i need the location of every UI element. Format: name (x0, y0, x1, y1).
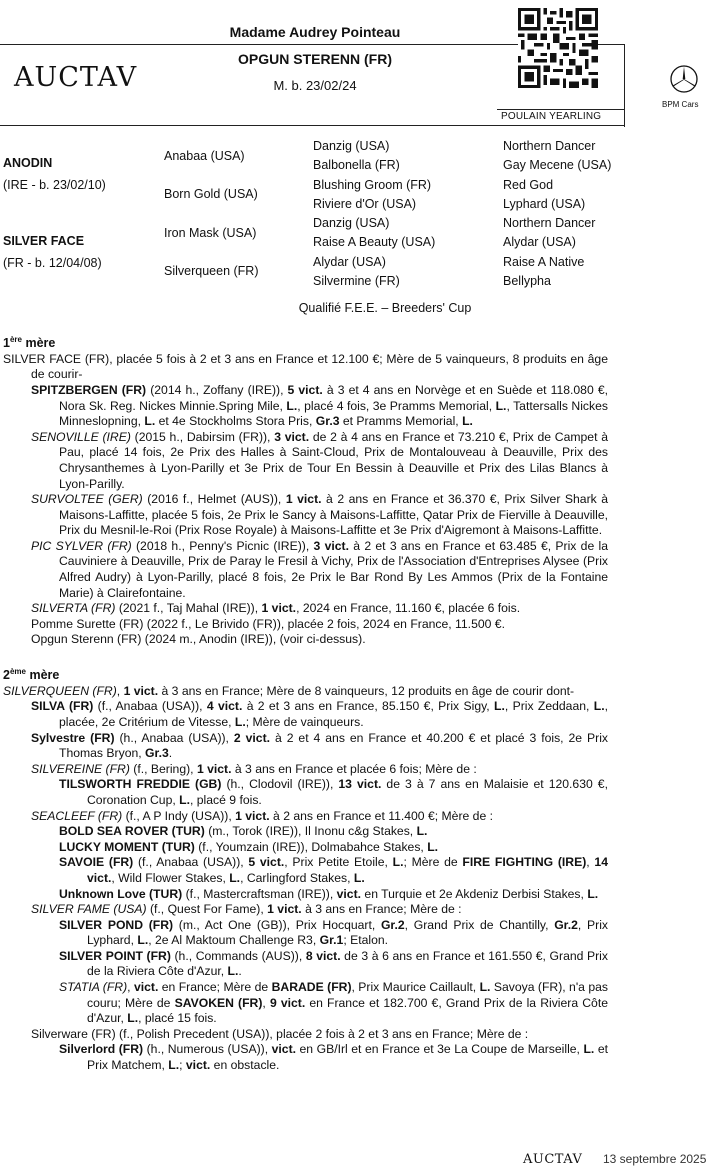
progeny-entry: PIC SYLVER (FR) (2018 h., Penny's Picnic (IRE)), 3 vict. à 2 et 3 ans en France et 63.485 €, Prix de la Cauviniere à Deauville, Prix de Paray le Fresil à Vichy, Prix de l'Association d'Entreprises Alysee (Prix Alfred Audry) à Lyon-Parilly, placé 8 fois, 2e Prix le Bar Rond By Les Ammos (Prix de la Fontaine Marie) à Clairefontaine. (31, 538, 609, 600)
gen3-item: Blushing Groom (FR) (313, 178, 432, 192)
second-dam-intro: SILVERQUEEN (FR), 1 vict. à 3 ans en France; Mère de 8 vainqueurs, 12 produits en âge de courir dont- (3, 683, 575, 698)
lot-type-divider (497, 109, 625, 110)
gen3-item: Raise A Beauty (USA) (313, 235, 436, 249)
gen4-item: Alydar (USA) (503, 235, 576, 249)
grand-progeny-entry: SILVER POND (FR) (m., Act One (GB)), Prix Hocquart, Gr.2, Grand Prix de Chantilly, Gr.2, Prix Lyphard, L., 2e Al Maktoum Challenge R3, Gr.1; Etalon. (59, 917, 608, 948)
gen2-item: Silverqueen (FR) (164, 264, 259, 278)
progeny-entry: Sylvestre (FR) (h., Anabaa (USA)), 2 vict. à 2 et 4 ans en France et 40.200 € et placé 3 fois, 2e Prix Thomas Bryon, Gr.3. (31, 730, 609, 761)
grand-progeny-entry: Silverlord (FR) (h., Numerous (USA)), vict. en GB/Irl et en France et 3e La Coupe de Marseille, L. et Prix Matchem, L.; vict. en obstacle. (59, 1042, 608, 1073)
gen4-item: Gay Mecene (USA) (503, 158, 612, 172)
gen4-item: Northern Dancer (503, 216, 596, 230)
progeny-entry: SENOVILLE (IRE) (2015 h., Dabirsim (FR)), 3 vict. de 2 à 4 ans en France et 73.210 €, Prix de Campet à Pau, placé 14 fois, 2e Prix des Halles à Saint-Cloud, Prix de Montalouveau à Deauville, Prix des Chrysanthemes à Lyon-Parilly et 3e Prix de Tour En Bessin à Deauville et Prix des Lilas Blancs à Lyon-Parilly. (31, 429, 608, 491)
gen2-item: Iron Mask (USA) (164, 226, 257, 240)
sire-info: (IRE - b. 23/02/10) (3, 178, 106, 192)
gen2-item: Anabaa (USA) (164, 149, 245, 163)
sire-name: ANODIN (3, 156, 53, 170)
gen3-item: Danzig (USA) (313, 216, 390, 230)
sponsor (645, 64, 701, 109)
qualification: Qualifié F.E.E. – Breeders' Cup (298, 301, 472, 315)
first-dam-intro: SILVER FACE (FR), placée 5 fois à 2 et 3 ans en France et 12.100 €; Mère de 5 vainqueurs, 8 produits en âge de courir- (3, 351, 608, 382)
header-divider (624, 45, 625, 127)
progeny-entry: SILVER FAME (USA) (f., Quest For Fame), 1 vict. à 3 ans en France; Mère de : (31, 902, 462, 917)
gen3-item: Riviere d'Or (USA) (313, 197, 417, 211)
progeny-entry: SURVOLTEE (GER) (2016 f., Helmet (AUS)), 1 vict. à 2 ans en France et 36.370 €, Prix Silver Shark à Maisons-Laffitte, placée 5 fois, 2e Prix le Sancy à Maisons-Laffitte, Qatar Prix de Fierville à Deauville, Prix du Mesnil-le-Roi (Prix Rose Royale) à Maisons-Laffitte et 3e Prix d'Aigremont à Maisons-Laffitte. (31, 492, 609, 538)
grand-progeny-entry: Unknown Love (TUR) (f., Mastercraftsman (IRE)), vict. en Turquie et 2e Akdeniz Derbisi Stakes, L. (59, 886, 599, 901)
progeny-entry: Opgun Sterenn (FR) (2024 m., Anodin (IRE)), (voir ci-dessus). (31, 632, 366, 647)
gen3-item: Danzig (USA) (313, 139, 390, 153)
grand-progeny-entry: TILSWORTH FREDDIE (GB) (h., Clodovil (IRE)), 13 vict. de 3 à 7 ans en Malaisie et 120.630 €, Coronation Cup, L., placé 9 fois. (59, 777, 608, 807)
grand-progeny-entry: LUCKY MOMENT (TUR) (f., Youmzain (IRE)), Dolmabahce Stakes, L. (59, 839, 439, 854)
progeny-entry: SILVEREINE (FR) (f., Bering), 1 vict. à 3 ans en France et placée 6 fois; Mère de : (31, 761, 477, 776)
first-dam-title: 1ère mère (3, 335, 56, 351)
lot-type: POULAIN YEARLING (501, 111, 602, 122)
gen3-item: Balbonella (FR) (313, 158, 400, 172)
auctav-logo: AUCTAV (14, 62, 138, 93)
progeny-entry: SILVERTA (FR) (2021 f., Taj Mahal (IRE)), 1 vict., 2024 en France, 11.160 €, placée 6 fois. (31, 601, 521, 616)
progeny-entry: Silverware (FR) (f., Polish Precedent (USA)), placée 2 fois à 2 et 3 ans en France; Mère de : (31, 1026, 529, 1041)
gen4-item: Bellypha (503, 274, 551, 288)
progeny-entry: Pomme Surette (FR) (2022 f., Le Brivido (FR)), placée 2 fois, 2024 en France, 11.500 €. (31, 616, 505, 631)
dam-name: SILVER FACE (3, 234, 85, 248)
progeny-entry: SEACLEEF (FR) (f., A P Indy (USA)), 1 vict. à 2 ans en France et 11.400 €; Mère de : (31, 808, 494, 823)
mercedes-star-icon (669, 64, 699, 94)
pedigree-table (0, 136, 640, 291)
grand-progeny-entry: STATIA (FR), vict. en France; Mère de BARADE (FR), Prix Maurice Caillault, L. Savoya (FR), n'a pas couru; Mère de SAVOKEN (FR), 9 vict. en France et 182.700 €, Grand Prix de la Riviera Côte d'Azur, L., placé 15 fois. (59, 980, 608, 1026)
grand-progeny-entry: SAVOIE (FR) (f., Anabaa (USA)), 5 vict., Prix Petite Etoile, L.; Mère de FIRE FIGHTING (IRE), 14 vict., Wild Flower Stakes, L., Carlingford Stakes, L. (59, 855, 608, 885)
gen4-item: Northern Dancer (503, 139, 596, 153)
progeny-entry: SILVA (FR) (f., Anabaa (USA)), 4 vict. à 2 et 3 ans en France, 85.150 €, Prix Sigy, L., Prix Zeddaan, L., placée, 2e Critérium de Vitesse, L.; Mère de vainqueurs. (31, 699, 608, 729)
footer-date: 13 septembre 2025 (603, 1152, 707, 1166)
gen3-item: Silvermine (FR) (313, 274, 400, 288)
horse-description: M. b. 23/02/24 (273, 78, 357, 93)
horse-name: OPGUN STERENN (FR) (238, 51, 392, 67)
gen2-item: Born Gold (USA) (164, 187, 258, 201)
family-section (3, 332, 608, 1074)
progeny-entry: SPITZBERGEN (FR) (2014 h., Zoffany (IRE)), 5 vict. à 3 et 4 ans en Norvège et en Suède et 118.080 €, Nora Sk. Reg. Nickes Minnie.Spring Mile, L., placé 4 fois, 3e Pramms Memorial, L., Tattersalls Nickes Minneslopning, L. et 4e Stockholms Stora Pris, Gr.3 et Pramms Memorial, L. (31, 382, 608, 429)
dam-info: (FR - b. 12/04/08) (3, 256, 102, 270)
second-dam-title: 2ème mère (3, 667, 60, 683)
consignor-name: Madame Audrey Pointeau (229, 24, 401, 40)
footer-logo: AUCTAV (523, 1152, 583, 1167)
gen4-item: Raise A Native (503, 255, 585, 269)
sponsor-name: BPM Cars (662, 100, 699, 109)
gen4-item: Lyphard (USA) (503, 197, 586, 211)
gen4-item: Red God (503, 178, 554, 192)
qr-code-icon[interactable] (518, 8, 598, 88)
grand-progeny-entry: BOLD SEA ROVER (TUR) (m., Torok (IRE)), Il Inonu c&g Stakes, L. (59, 824, 428, 839)
gen3-item: Alydar (USA) (313, 255, 386, 269)
grand-progeny-entry: SILVER POINT (FR) (h., Commands (AUS)), 8 vict. de 3 à 6 ans en France et 161.550 €, Grand Prix de la Riviera Côte d'Azur, L.. (59, 948, 608, 979)
